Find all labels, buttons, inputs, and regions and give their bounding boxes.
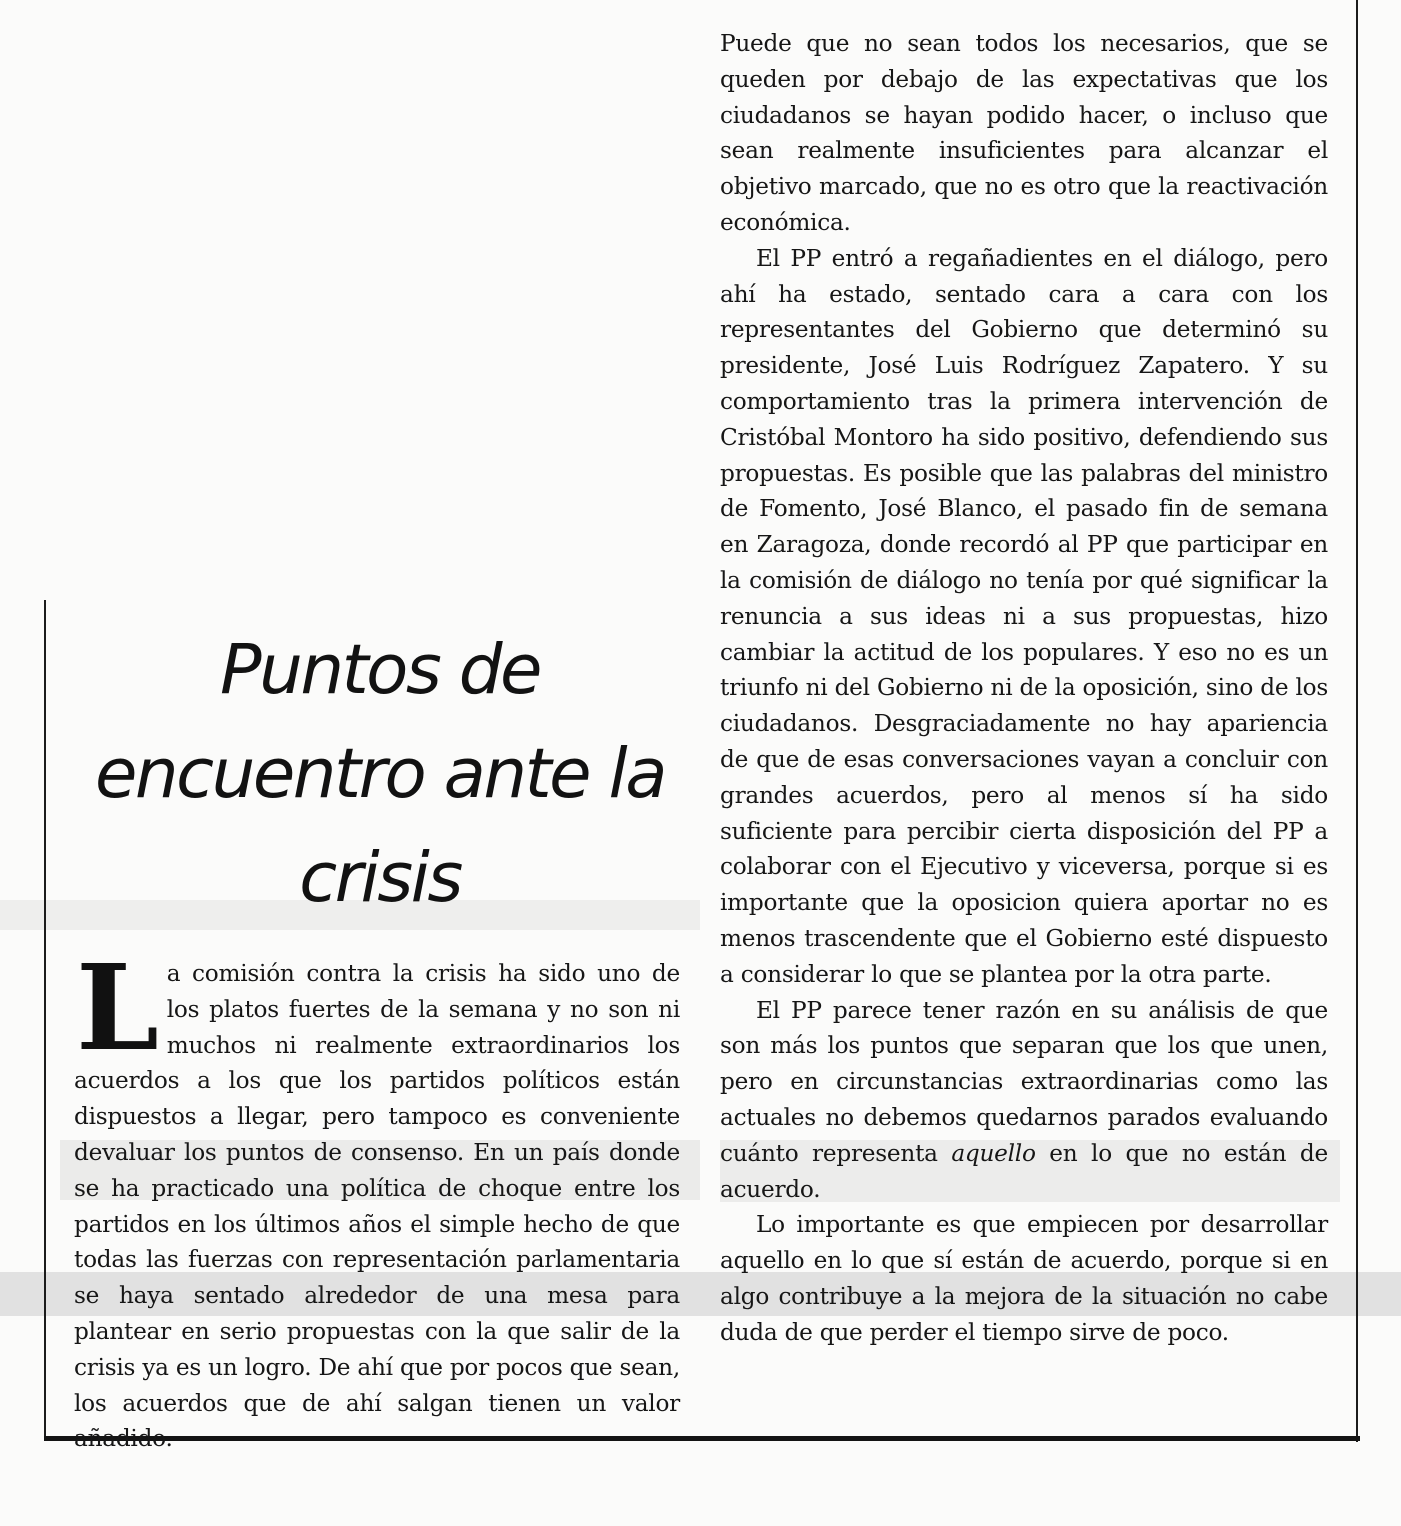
body-text: a comisión contra la crisis ha sido uno de los platos fuertes de la semana y no son ni muchos ni realmente extraordinarios los acuerdos a los que los partidos políticos están dispuestos a llegar, pero tampoco es conveniente devaluar los puntos de consenso. En un país donde se ha practicado una política de choque entre los partidos en los últimos años el simple hecho de que todas las fuerzas con representación parlamentaria se haya sentado alrededor de una mesa para plantear en serio propuestas con la que salir de la crisis ya es un logro. De ahí que por pocos que sean, los acuerdos que de ahí salgan tienen un valor añadido. — [74, 960, 680, 1453]
drop-cap: L — [76, 938, 159, 1077]
column-rule-left — [44, 600, 46, 1440]
headline: Puntos de encuentro ante la crisis — [94, 630, 665, 918]
body-text: en lo que no están de acuerdo. — [720, 1139, 1328, 1203]
right-column — [720, 26, 1328, 1350]
column-rule-right — [1356, 0, 1358, 1442]
body-paragraph: Lo importante es que empiecen por desarrollar aquello en lo que sí están de acuerdo, porque si en algo contribuye a la mejora de la situación no cabe duda de que perder el tiempo sirve de poco. — [720, 1211, 1328, 1346]
body-paragraph: Puede que no sean todos los necesarios, que se queden por debajo de las expectativas que los ciudadanos se hayan podido hacer, o incluso que sean realmente insuficientes para alcanzar el objetivo marcado, que no es otro que la reactivación económica. — [720, 30, 1328, 236]
body-text: El PP parece tener razón en su análisis de que son más los puntos que separan que los que unen, pero en circunstancias extraordinarias como las actuales no debemos quedarnos parados evaluando cuánto representa — [720, 996, 1328, 1167]
italic-word: aquello — [951, 1139, 1036, 1167]
body-paragraph — [720, 993, 1328, 1208]
left-column — [74, 938, 680, 1457]
body-paragraph: El PP entró a regañadientes en el diálogo, pero ahí ha estado, sentado cara a cara con los representantes del Gobierno que determinó su presidente, José Luis Rodríguez Zapatero. Y su comportamiento tras la primera intervención de Cristóbal Montoro ha sido positivo, defendiendo sus propuestas. Es posible que las palabras del ministro de Fomento, José Blanco, el pasado fin de semana en Zaragoza, donde recordó al PP que participar en la comisión de diálogo no tenía por qué significar la renuncia a sus ideas ni a sus propuestas, hizo cambiar la actitud de los populares. Y eso no es un triunfo ni del Gobierno ni de la oposición, sino de los ciudadanos. Desgraciadamente no hay apariencia de que de esas conversaciones vayan a concluir con grandes acuerdos, pero al menos sí ha sido suficiente para percibir cierta disposición del PP a colaborar con el Ejecutivo y viceversa, porque si es importante que la oposicion quiera aportar no es menos trascendente que el Gobierno esté dispuesto a considerar lo que se plantea por la otra parte. — [720, 244, 1328, 988]
body-paragraph — [74, 938, 680, 1457]
